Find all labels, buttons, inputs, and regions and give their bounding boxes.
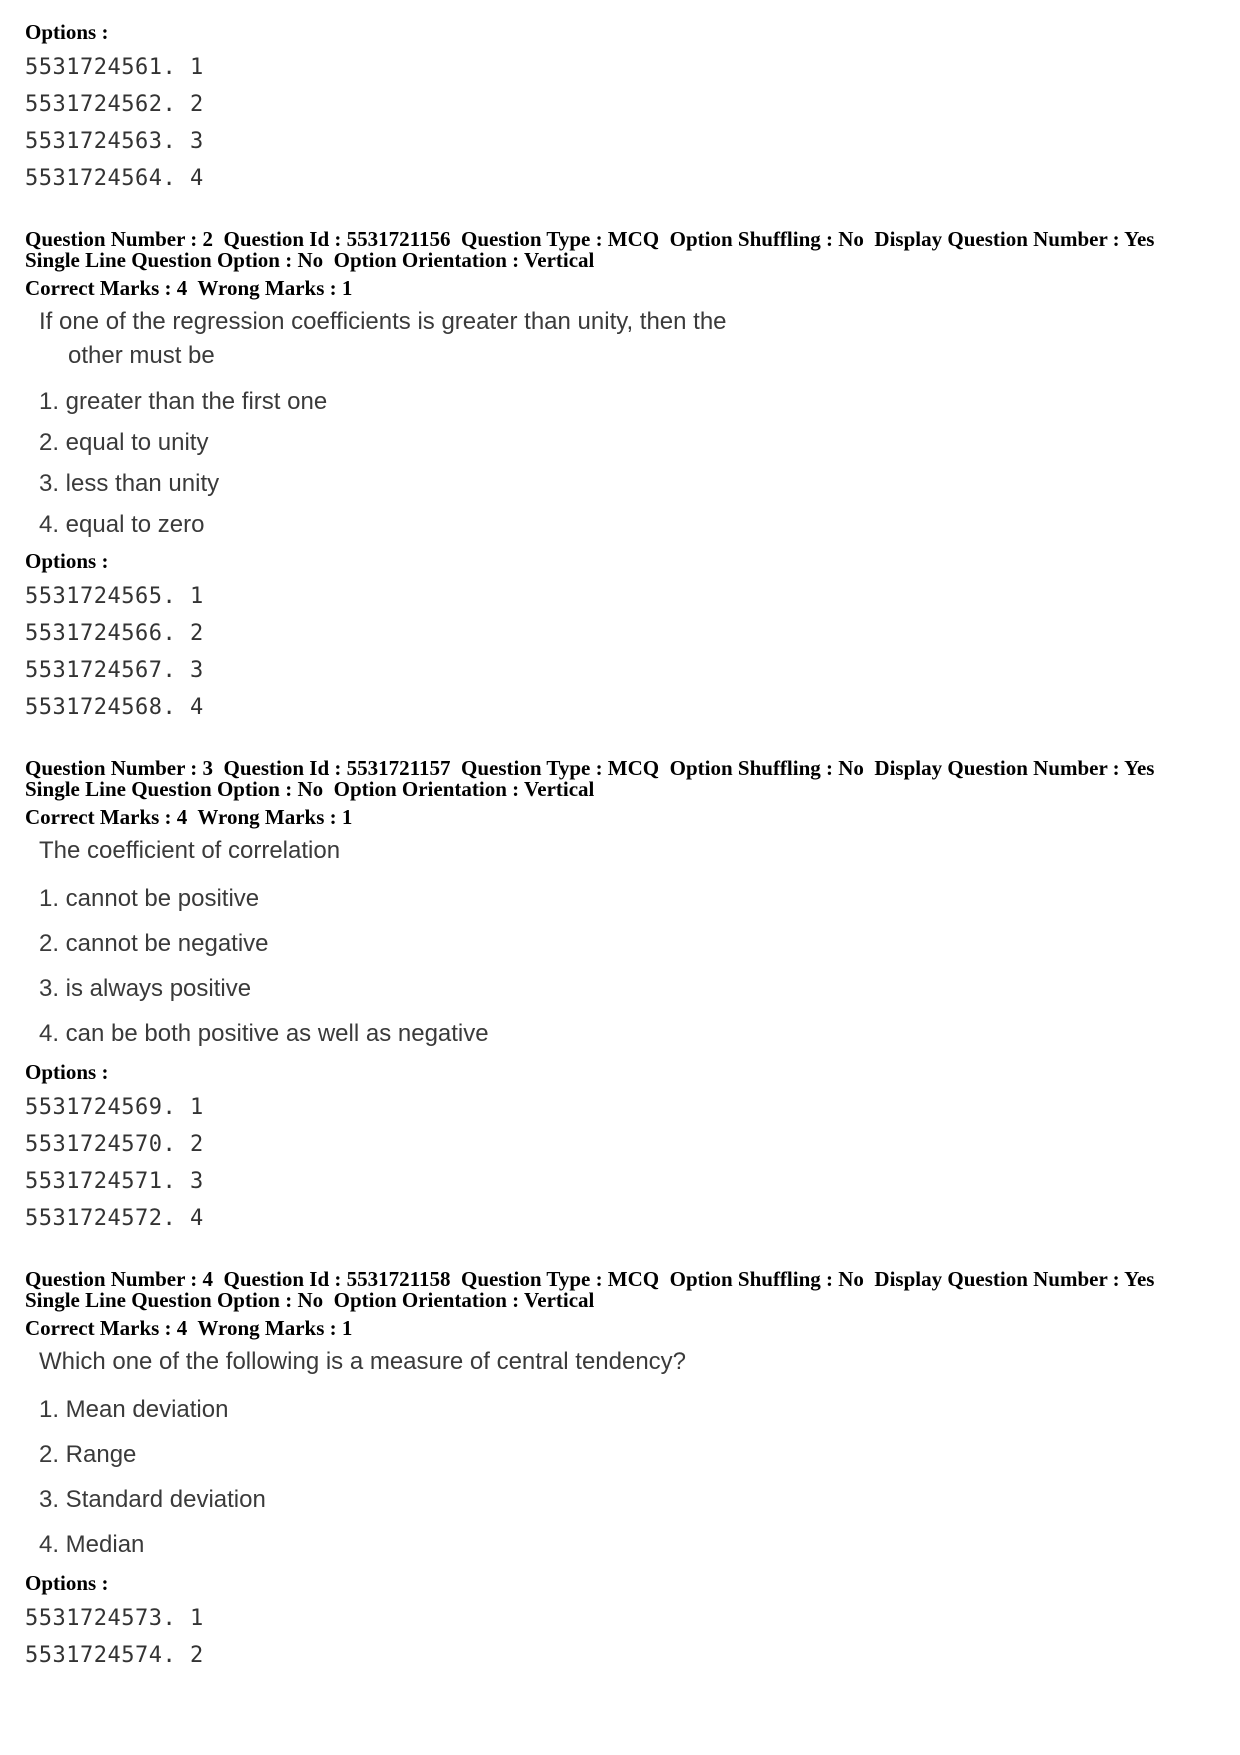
question-stem [39, 305, 1215, 373]
question-stem-line: If one of the regression coefficients is greater than unity, then the [39, 308, 727, 335]
option-code: 5531724571. 3 [25, 1169, 204, 1194]
choice-item: 4. can be both positive as well as negative [39, 1020, 489, 1047]
question-stem [39, 1345, 1215, 1379]
option-code: 5531724574. 2 [25, 1643, 204, 1668]
question-meta: Question Number : 4 Question Id : 5531721158 Question Type : MCQ Option Shuffling : No Display Question Number : Yes [25, 1267, 1155, 1291]
option-code: 5531724572. 4 [25, 1206, 204, 1231]
options-section-q1 [25, 22, 1215, 197]
question-block-4 [25, 1269, 1215, 1674]
question-meta-options: Single Line Question Option : No Option Orientation : Vertical [25, 248, 595, 272]
option-code: 5531724566. 2 [25, 621, 204, 646]
question-stem [39, 834, 1215, 868]
choice-list [39, 1387, 1215, 1567]
document-page [25, 22, 1215, 1674]
choice-item: 2. cannot be negative [39, 930, 269, 957]
option-code: 5531724561. 1 [25, 55, 204, 80]
option-code: 5531724570. 2 [25, 1132, 204, 1157]
option-code: 5531724565. 1 [25, 584, 204, 609]
option-code: 5531724564. 4 [25, 166, 204, 191]
option-code: 5531724568. 4 [25, 695, 204, 720]
choice-item: 2. equal to unity [39, 429, 209, 456]
choice-list [39, 381, 1215, 545]
options-label: Options : [25, 1060, 109, 1084]
choice-item: 2. Range [39, 1441, 137, 1468]
choice-item: 3. Standard deviation [39, 1486, 266, 1513]
question-stem-line: Which one of the following is a measure of central tendency? [39, 1348, 687, 1375]
options-label: Options : [25, 1571, 109, 1595]
question-block-3 [25, 758, 1215, 1237]
question-stem-line: The coefficient of correlation [39, 837, 341, 864]
options-label: Options : [25, 20, 109, 44]
choice-item: 1. Mean deviation [39, 1396, 229, 1423]
question-marks: Correct Marks : 4 Wrong Marks : 1 [25, 1316, 353, 1340]
choice-item: 1. greater than the first one [39, 388, 328, 415]
choice-list [39, 876, 1215, 1056]
option-code: 5531724567. 3 [25, 658, 204, 683]
choice-item: 3. is always positive [39, 975, 252, 1002]
question-marks: Correct Marks : 4 Wrong Marks : 1 [25, 276, 353, 300]
choice-item: 4. Median [39, 1531, 145, 1558]
question-meta: Question Number : 2 Question Id : 5531721156 Question Type : MCQ Option Shuffling : No Display Question Number : Yes [25, 227, 1155, 251]
choice-item: 3. less than unity [39, 470, 220, 497]
question-marks: Correct Marks : 4 Wrong Marks : 1 [25, 805, 353, 829]
option-code: 5531724569. 1 [25, 1095, 204, 1120]
question-meta-options: Single Line Question Option : No Option Orientation : Vertical [25, 777, 595, 801]
question-meta-options: Single Line Question Option : No Option Orientation : Vertical [25, 1288, 595, 1312]
option-code: 5531724562. 2 [25, 92, 204, 117]
question-meta: Question Number : 3 Question Id : 5531721157 Question Type : MCQ Option Shuffling : No Display Question Number : Yes [25, 756, 1155, 780]
question-block-2 [25, 229, 1215, 726]
option-code: 5531724573. 1 [25, 1606, 204, 1631]
question-stem-line: other must be [68, 342, 215, 369]
choice-item: 4. equal to zero [39, 511, 205, 538]
option-code: 5531724563. 3 [25, 129, 204, 154]
options-label: Options : [25, 549, 109, 573]
choice-item: 1. cannot be positive [39, 885, 260, 912]
